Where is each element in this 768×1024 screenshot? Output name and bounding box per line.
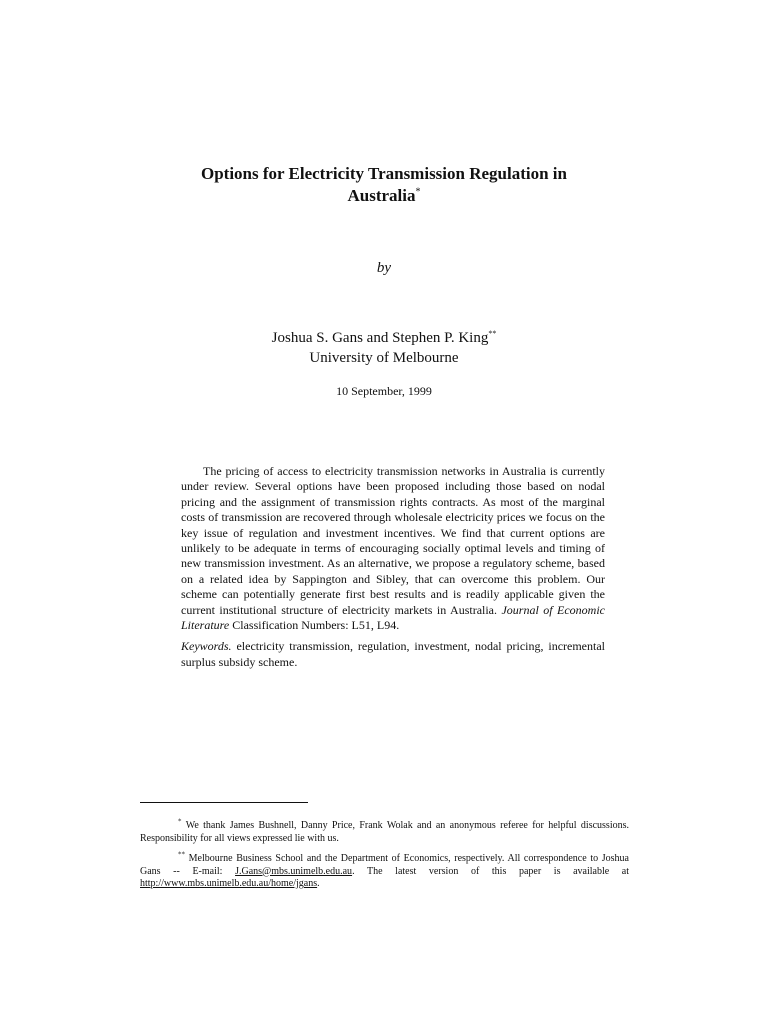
- paper-title: [150, 163, 618, 207]
- abstract-paragraph: [181, 464, 605, 633]
- footnote-2-middle: . The latest version of this paper is available at: [352, 865, 630, 877]
- email-link[interactable]: J.Gans@mbs.unimelb.edu.au: [235, 865, 353, 877]
- author-block: [0, 328, 768, 368]
- by-line: by: [376, 260, 392, 276]
- author-affiliation: University of Melbourne: [309, 350, 459, 366]
- footnote-2-end: .: [317, 878, 320, 889]
- footnote-1: [140, 817, 629, 845]
- jel-journal: Journal of Economic Literature: [181, 602, 606, 633]
- author-footnote-mark: **: [488, 329, 497, 338]
- footnote-1-text: We thank James Bushnell, Danny Price, Frank Wolak and an anonymous referee for helpful discussions. Responsibility for all views expressed lie with us.: [140, 820, 629, 844]
- abstract-body: The pricing of access to electricity transmission networks in Australia is currently under review. Several options have been proposed including those based on nodal pricing and the assignment of transmission rights contracts. As most of the marginal costs of transmission are recovered through wholesale electricity prices we focus on the key issue of regulation and investment incentives. We find that current options are unlikely to be adequate in terms of encouraging socially optimal levels and timing of new transmission investment. As an alternative, we propose a regulatory scheme, based on a related idea by Sappington and Sibley, that can overcome this problem. Our scheme can potentially generate first best results and is readily applicable given the current institutional structure of electricity markets in Australia.: [181, 464, 605, 617]
- footnote-2: [140, 850, 630, 891]
- url-link[interactable]: http://www.mbs.unimelb.edu.au/home/jgans: [140, 878, 318, 889]
- title-footnote-mark: *: [415, 186, 421, 198]
- footnotes: [140, 817, 630, 899]
- jel-classification: Classification Numbers: L51, L94.: [232, 618, 400, 633]
- footnote-1-mark: *: [178, 817, 182, 826]
- paper-date: 10 September, 1999: [336, 384, 432, 398]
- abstract: [181, 464, 605, 670]
- keywords-list: electricity transmission, regulation, investment, nodal pricing, incremental surplus subsidy scheme.: [181, 639, 606, 669]
- title-line-1: Options for Electricity Transmission Regulation in: [201, 164, 567, 183]
- keywords-paragraph: [181, 639, 605, 670]
- keywords-label: Keywords.: [181, 639, 232, 654]
- footnote-2-mark: **: [178, 850, 185, 859]
- title-line-2: Australia: [347, 186, 416, 205]
- author-names: Joshua S. Gans and Stephen P. King: [271, 330, 489, 346]
- footnote-divider: [140, 802, 308, 803]
- footnote-2-text: Melbourne Business School and the Department of Economics, respectively. All correspondence to Joshua Gans -- E-mail:: [140, 853, 629, 877]
